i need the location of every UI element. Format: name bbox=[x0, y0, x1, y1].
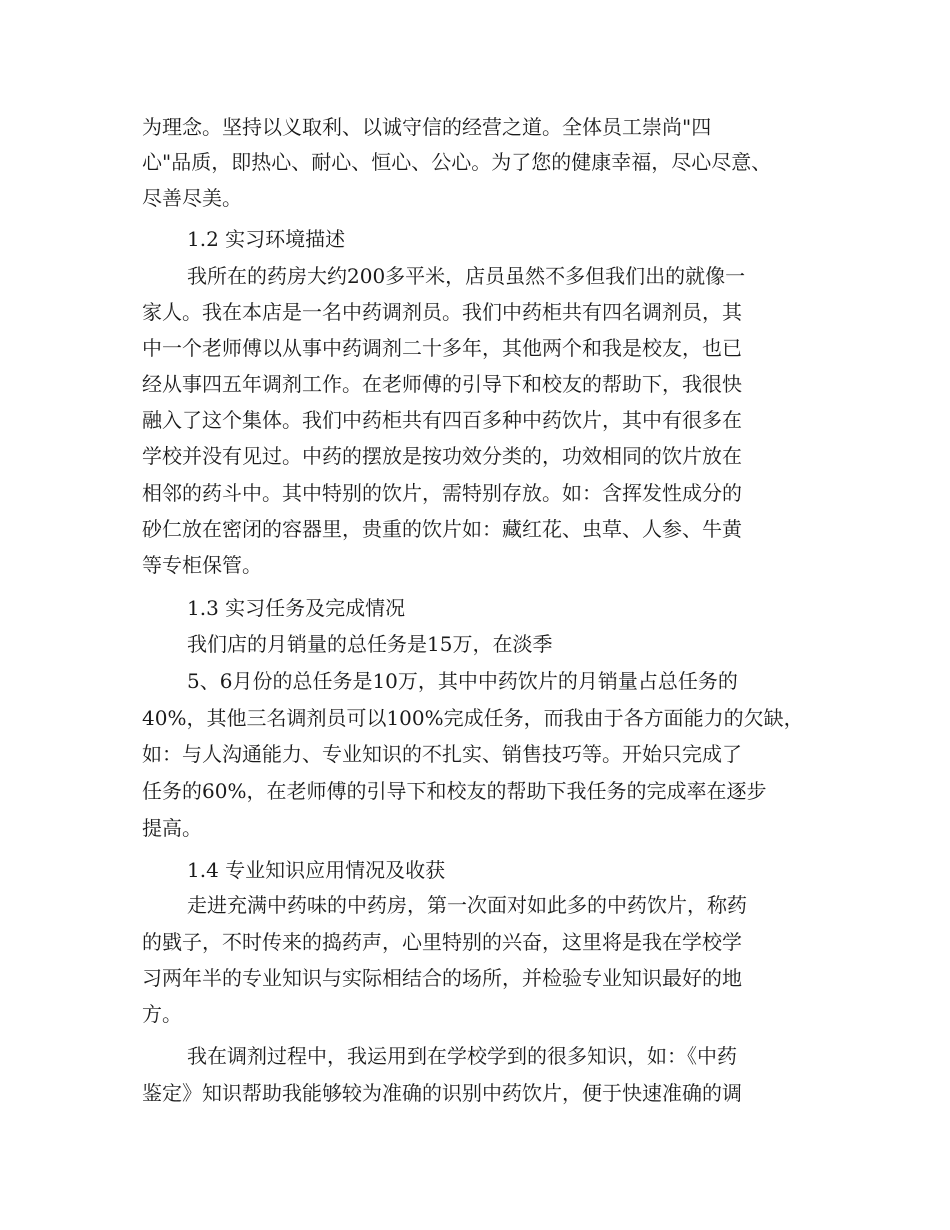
section-heading: 1.3 实习任务及完成情况 bbox=[187, 596, 406, 620]
text-line: 中一个老师傅以从事中药调剂二十多年，其他两个和我是校友，也已 bbox=[142, 336, 742, 360]
section-heading: 1.2 实习环境描述 bbox=[187, 227, 346, 251]
text-line: 融入了这个集体。我们中药柜共有四百多种中药饮片，其中有很多在 bbox=[142, 408, 742, 432]
text-line: 砂仁放在密闭的容器里，贵重的饮片如：藏红花、虫草、人参、牛黄 bbox=[142, 517, 742, 541]
text-line: 如：与人沟通能力、专业知识的不扎实、销售技巧等。开始只完成了 bbox=[142, 742, 742, 766]
text-line: 我所在的药房大约200多平米，店员虽然不多但我们出的就像一 bbox=[187, 264, 746, 288]
text-line: 尽善尽美。 bbox=[142, 186, 242, 210]
text-line: 为理念。坚持以义取利、以诚守信的经营之道。全体员工崇尚"四 bbox=[142, 115, 712, 139]
text-line: 40%，其他三名调剂员可以100%完成任务，而我由于各方面能力的欠缺， bbox=[142, 706, 804, 730]
text-line: 走进充满中药味的中药房，第一次面对如此多的中药饮片，称药 bbox=[187, 893, 747, 917]
text-line: 鉴定》知识帮助我能够较为准确的识别中药饮片，便于快速准确的调 bbox=[142, 1081, 742, 1105]
text-line: 我在调剂过程中，我运用到在学校学到的很多知识，如：《中药 bbox=[187, 1044, 737, 1068]
text-line: 我们店的月销量的总任务是15万，在淡季 bbox=[187, 632, 553, 656]
text-line: 心"品质，即热心、耐心、恒心、公心。为了您的健康幸福，尽心尽意、 bbox=[142, 150, 772, 174]
text-line: 任务的60%，在老师傅的引导下和校友的帮助下我任务的完成率在逐步 bbox=[142, 779, 767, 803]
text-line: 的戥子，不时传来的捣药声，心里特别的兴奋，这里将是我在学校学 bbox=[142, 930, 742, 954]
text-line: 学校并没有见过。中药的摆放是按功效分类的，功效相同的饮片放在 bbox=[142, 444, 742, 468]
text-line: 经从事四五年调剂工作。在老师傅的引导下和校友的帮助下，我很快 bbox=[142, 372, 742, 396]
text-line: 相邻的药斗中。其中特别的饮片，需特别存放。如：含挥发性成分的 bbox=[142, 481, 742, 505]
text-line: 家人。我在本店是一名中药调剂员。我们中药柜共有四名调剂员，其 bbox=[142, 300, 742, 324]
text-line: 方。 bbox=[142, 1002, 182, 1026]
text-line: 等专柜保管。 bbox=[142, 553, 262, 577]
text-line: 提高。 bbox=[142, 816, 202, 840]
text-line: 习两年半的专业知识与实际相结合的场所，并检验专业知识最好的地 bbox=[142, 966, 742, 990]
text-line: 5、6月份的总任务是10万，其中中药饮片的月销量占总任务的 bbox=[187, 669, 738, 693]
section-heading: 1.4 专业知识应用情况及收获 bbox=[187, 858, 446, 882]
